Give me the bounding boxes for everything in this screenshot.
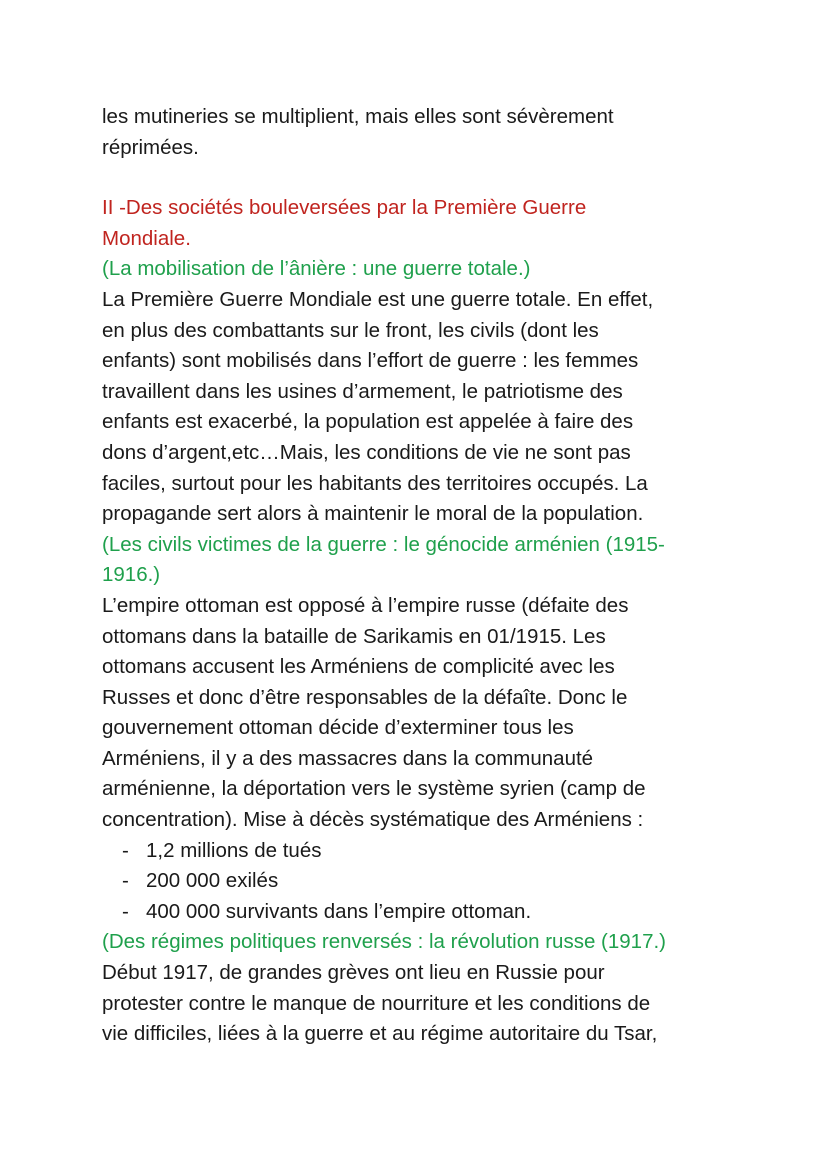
list-marker: -	[122, 899, 129, 923]
paragraph-line: La Première Guerre Mondiale est une guerre totale. En effet,	[102, 287, 654, 311]
section-title-line: Mondiale.	[102, 226, 191, 250]
paragraph-line: arménienne, la déportation vers le système syrien (camp de	[102, 777, 646, 801]
paragraph-line: ottomans accusent les Arméniens de complicité avec les	[102, 655, 615, 679]
subheading-revolution: (Des régimes politiques renversés : la révolution russe (1917.)	[102, 930, 667, 954]
intro-line: les mutineries se multiplient, mais elles sont sévèrement	[102, 105, 614, 128]
intro-paragraph	[102, 102, 742, 163]
paragraph-revolution	[102, 958, 742, 1050]
paragraph-line: propagande sert alors à maintenir le moral de la population.	[102, 502, 644, 526]
paragraph-line: dons d’argent,etc…Mais, les conditions de vie ne sont pas	[102, 440, 631, 464]
list-item	[102, 836, 742, 867]
paragraph-line: vie difficiles, liées à la guerre et au régime autoritaire du Tsar,	[102, 1022, 658, 1046]
list-item-text: 1,2 millions de tués	[146, 838, 322, 862]
list-item	[102, 866, 742, 897]
paragraph-line: enfants est exacerbé, la population est appelée à faire des	[102, 410, 634, 434]
paragraph-line: travaillent dans les usines d’armement, le patriotisme des	[102, 379, 623, 403]
paragraph-line: faciles, surtout pour les habitants des territoires occupés. La	[102, 471, 648, 495]
victims-list	[102, 836, 742, 928]
paragraph-line: Début 1917, de grandes grèves ont lieu en Russie pour	[102, 961, 605, 985]
list-marker: -	[122, 869, 129, 893]
paragraph-line: gouvernement ottoman décide d’exterminer tous les	[102, 716, 574, 740]
paragraph-line: Russes et donc d’être responsables de la défaîte. Donc le	[102, 685, 628, 709]
paragraph-line: Arméniens, il y a des massacres dans la communauté	[102, 746, 594, 770]
section-title	[102, 193, 742, 254]
list-item	[102, 897, 742, 928]
list-marker: -	[122, 838, 129, 862]
subheading-line: (Les civils victimes de la guerre : le génocide arménien (1915-	[102, 532, 665, 556]
subheading-mobilisation: (La mobilisation de l’ânière : une guerre totale.)	[102, 257, 531, 281]
paragraph-line: concentration). Mise à décès systématique des Arméniens :	[102, 808, 644, 832]
section-title-line: II -Des sociétés bouleversées par la Première Guerre	[102, 196, 587, 220]
subheading-genocide	[102, 530, 742, 591]
list-item-text: 400 000 survivants dans l’empire ottoman.	[146, 899, 532, 923]
spacer	[102, 163, 742, 193]
paragraph-line: ottomans dans la bataille de Sarikamis en 01/1915. Les	[102, 624, 606, 648]
intro-line: réprimées.	[102, 135, 199, 159]
paragraph-line: L’empire ottoman est opposé à l’empire russe (défaite des	[102, 593, 629, 617]
list-item-text: 200 000 exilés	[146, 869, 279, 893]
paragraph-line: en plus des combattants sur le front, les civils (dont les	[102, 318, 599, 342]
document-page	[102, 102, 742, 1050]
subheading-line: 1916.)	[102, 563, 161, 587]
paragraph-line: protester contre le manque de nourriture et les conditions de	[102, 991, 651, 1015]
paragraph-genocide	[102, 591, 742, 836]
paragraph-line: enfants) sont mobilisés dans l’effort de guerre : les femmes	[102, 349, 639, 373]
paragraph-mobilisation	[102, 285, 742, 530]
